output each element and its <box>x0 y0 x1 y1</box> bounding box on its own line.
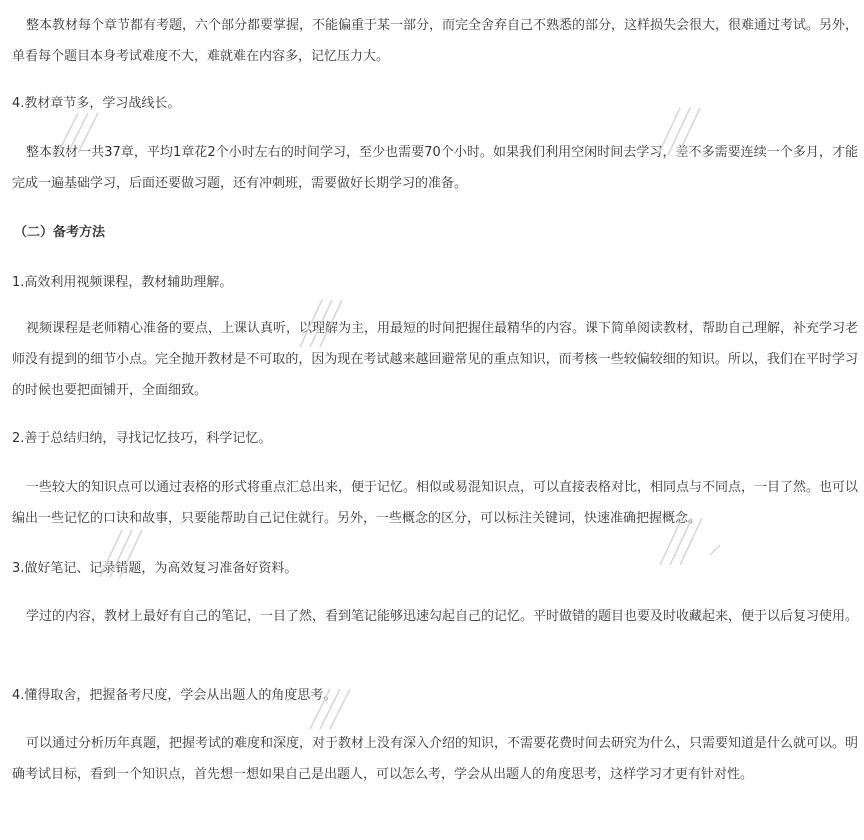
list-item-video-courses: 1.高效利用视频课程，教材辅助理解。 <box>12 275 233 290</box>
paragraph-video-courses: 视频课程是老师精心准备的要点，上课认真听，以理解为主，用最短的时间把握住最精华的内容。课下简单阅读教材，帮助自己理解，补充学习老师没有提到的细节小点。完全抛开教材是不可取的，因为现在考试越来越回避常见的重点知识，而考核一些较偏较细的知识。所以，我们在平时学习的时候也要把面铺开，全面细致。 <box>12 321 859 398</box>
list-item-tradeoffs: 4.懂得取舍，把握备考尺度，学会从出题人的角度思考。 <box>12 688 337 703</box>
section-heading-prep-methods: （二）备考方法 <box>14 225 106 240</box>
list-item-summarize: 2.善于总结归纳，寻找记忆技巧，科学记忆。 <box>12 431 272 446</box>
paragraph-exam-coverage: 整本教材每个章节都有考题，六个部分都要掌握，不能偏重于某一部分，而完全舍弃自己不熟悉的部分，这样损失会很大，很难通过考试。另外，单看每个题目本身考试难度不大，难就难在内容多，记忆压力大。 <box>12 18 859 64</box>
paragraph-study-hours: 整本教材一共37章，平均1章花2个小时左右的时间学习，至少也需要70个小时。如果我们利用空闲时间去学习，差不多需要连续一个多月，才能完成一遍基础学习，后面还要做习题，还有冲刺班，需要做好长期学习的准备。 <box>12 145 858 191</box>
paragraph-notes: 学过的内容，教材上最好有自己的笔记，一目了然，看到笔记能够迅速勾起自己的记忆。平时做错的题目也要及时收藏起来，便于以后复习使用。 <box>26 609 859 624</box>
paragraph-tradeoffs: 可以通过分析历年真题，把握考试的难度和深度，对于教材上没有深入介绍的知识，不需要花费时间去研究为什么，只需要知道是什么就可以。明确考试目标，看到一个知识点，首先想一想如果自己是出题人，可以怎么考，学会从出题人的角度思考，这样学习才更有针对性。 <box>12 736 859 782</box>
list-item-notes: 3.做好笔记、记录错题，为高效复习准备好资料。 <box>12 561 298 576</box>
paragraph-summarize: 一些较大的知识点可以通过表格的形式将重点汇总出来，便于记忆。相似或易混知识点，可以直接表格对比，相同点与不同点，一目了然。也可以编出一些记忆的口诀和故事，只要能帮助自己记住就行。另外，一些概念的区分，可以标注关键词，快速准确把握概念。 <box>12 480 859 526</box>
list-item-chapters-many: 4.教材章节多，学习战线长。 <box>12 96 181 111</box>
